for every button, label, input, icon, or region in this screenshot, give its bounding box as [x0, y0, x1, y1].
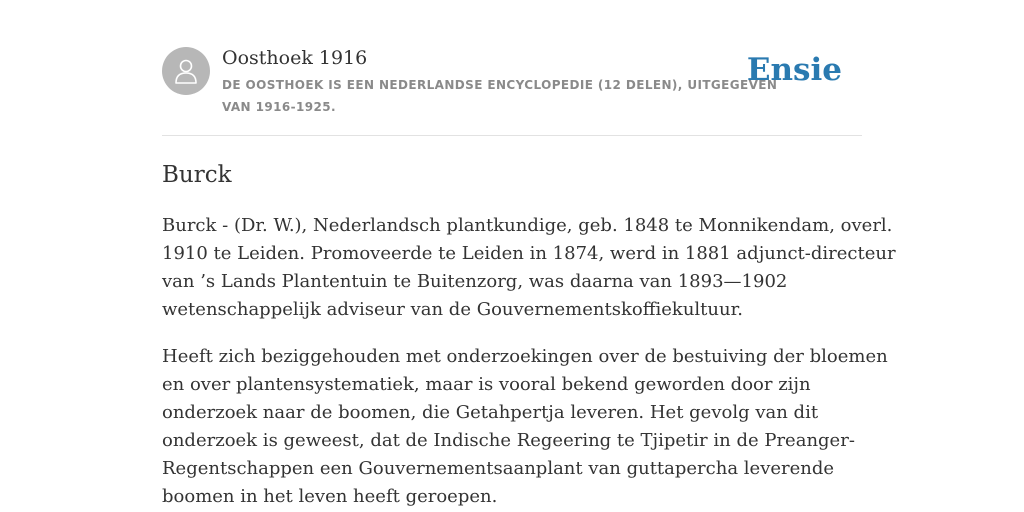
text-line: 1910 te Leiden. Promoveerde te Leiden in 1874, werd in 1881 adjunct-directeur: [162, 243, 896, 264]
text-line: en over plantensystematiek, maar is vooral bekend geworden door zijn: [162, 374, 811, 395]
text-line: onderzoek is geweest, dat de Indische Regeering te Tjipetir in de Preanger-: [162, 430, 855, 451]
source-description: [222, 74, 778, 118]
avatar[interactable]: [162, 47, 210, 95]
article-title: Burck: [162, 162, 232, 188]
source-header: [162, 46, 862, 116]
article-body: [162, 212, 896, 512]
source-title[interactable]: Oosthoek 1916: [222, 47, 368, 69]
article-paragraph: [162, 343, 888, 511]
header-divider: [162, 135, 862, 136]
text-line: Burck - (Dr. W.), Nederlandsch plantkundige, geb. 1848 te Monnikendam, overl.: [162, 215, 893, 236]
text-line: van ’s Lands Plantentuin te Buitenzorg, was daarna van 1893—1902: [162, 271, 788, 292]
text-line: wetenschappelijk adviseur van de Gouvernementskoffiekultuur.: [162, 299, 743, 320]
article-paragraph: [162, 212, 896, 324]
ensie-logo[interactable]: Ensie: [746, 52, 842, 88]
text-line: onderzoek naar de boomen, die Getahpertja leveren. Het gevolg van dit: [162, 402, 819, 423]
text-line: boomen in het leven heeft geroepen.: [162, 486, 498, 507]
text-line: Regentschappen een Gouvernementsaanplant van guttapercha leverende: [162, 458, 835, 479]
text-line: Heeft zich beziggehouden met onderzoekingen over de bestuiving der bloemen: [162, 346, 888, 367]
user-icon: [174, 57, 198, 85]
source-description-line: VAN 1916-1925.: [222, 100, 336, 114]
source-description-line: DE OOSTHOEK IS EEN NEDERLANDSE ENCYCLOPEDIE (12 DELEN), UITGEGEVEN: [222, 78, 778, 92]
